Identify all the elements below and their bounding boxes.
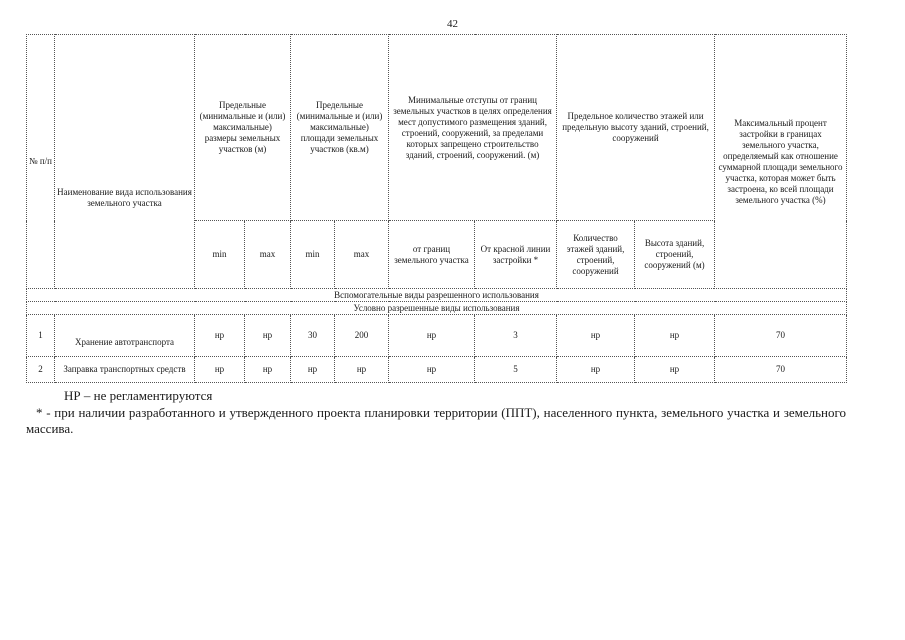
- header-floor-count: Количество этажей зданий, строений, сооружений: [557, 221, 635, 289]
- row-size-max: нр: [245, 315, 291, 357]
- page-number: 42: [447, 18, 458, 30]
- header-from-red-line: От красной линии застройки *: [475, 221, 557, 289]
- header-from-border: от границ земельного участка: [389, 221, 475, 289]
- row-size-min: нр: [195, 315, 245, 357]
- header-height: Высота зданий, строений, сооружений (м): [635, 221, 715, 289]
- row-size-max: нр: [245, 357, 291, 383]
- row-setback-red: 3: [475, 315, 557, 357]
- header-setback: Минимальные отступы от границ земельных участков в целях определения мест допустимого размещения зданий, строений, сооружений, за пределами которых запрещено строительство зданий, строений, сооружений. (м): [389, 35, 557, 221]
- note-nr: НР – не регламентируются: [64, 388, 213, 403]
- header-size-min: min: [195, 221, 245, 289]
- row-area-max: 200: [335, 315, 389, 357]
- row-floors: нр: [557, 357, 635, 383]
- section-conditional: Условно разрешенные виды использования: [27, 302, 847, 315]
- row-height: нр: [635, 357, 715, 383]
- header-name: Наименование вида использования земельного участка: [55, 35, 195, 289]
- header-size: Предельные (минимальные и (или) максимальные) размеры земельных участков (м): [195, 35, 291, 221]
- section-auxiliary: Вспомогательные виды разрешенного использования: [27, 289, 847, 302]
- row-num: 1: [27, 315, 55, 357]
- row-height: нр: [635, 315, 715, 357]
- row-setback-border: нр: [389, 357, 475, 383]
- header-area-max: max: [335, 221, 389, 289]
- row-area-max: нр: [335, 357, 389, 383]
- row-coverage: 70: [715, 315, 847, 357]
- row-name: Заправка транспортных средств: [55, 357, 195, 383]
- row-name: Хранение автотранспорта: [55, 315, 195, 357]
- header-area-min: min: [291, 221, 335, 289]
- row-num: 2: [27, 357, 55, 383]
- header-size-max: max: [245, 221, 291, 289]
- row-setback-red: 5: [475, 357, 557, 383]
- row-area-min: нр: [291, 357, 335, 383]
- regulations-table: [26, 34, 847, 383]
- note-footnote: * - при наличии разработанного и утвержденного проекта планировки территории (ППТ), населенного пункта, земельного участка и земельного массива.: [26, 405, 846, 436]
- row-coverage: 70: [715, 357, 847, 383]
- header-num: № п/п: [27, 35, 55, 289]
- header-coverage: Максимальный процент застройки в границах земельного участка, определяемый как отношение суммарной площади земельного участка, которая может быть застроена, ко всей площади земельного участка (%): [715, 35, 847, 289]
- header-area: Предельные (минимальные и (или) максимальные) площади земельных участков (кв.м): [291, 35, 389, 221]
- row-size-min: нр: [195, 357, 245, 383]
- row-setback-border: нр: [389, 315, 475, 357]
- row-area-min: 30: [291, 315, 335, 357]
- table-row: [27, 315, 847, 357]
- row-floors: нр: [557, 315, 635, 357]
- header-floors: Предельное количество этажей или предельную высоту зданий, строений, сооружений: [557, 35, 715, 221]
- table-row: [27, 357, 847, 383]
